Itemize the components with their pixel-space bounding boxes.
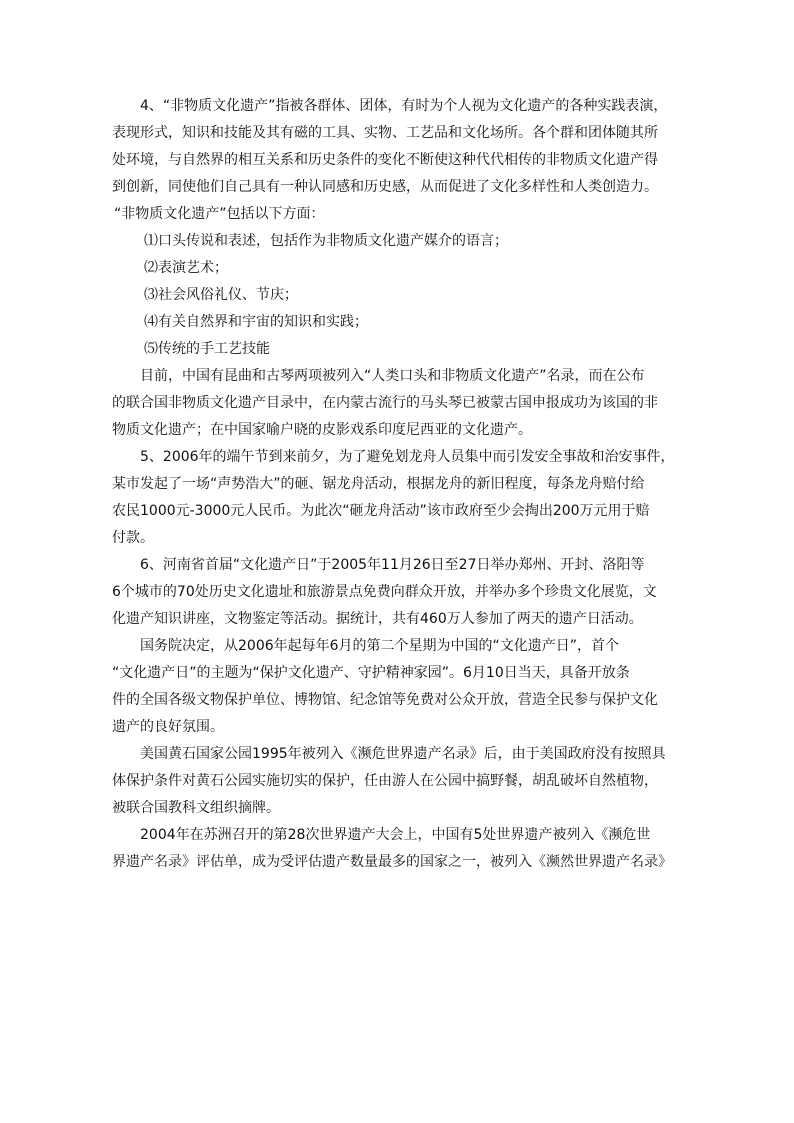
paragraph-line: 付款。 (112, 530, 154, 546)
paragraph-line: 件的全国各级文物保护单位、博物馆、纪念馆等免费对公众开放，营造全民参与保护文化 (112, 692, 658, 708)
paragraph-line: 目前，中国有昆曲和古琴两项被列入“人类口头和非物质文化遗产”名录，而在公布 (140, 368, 645, 384)
paragraph-line: 4、“非物质文化遗产”指被各群体、团体，有时为个人视为文化遗产的各种实践表演， (140, 98, 668, 114)
paragraph-line: 表现形式，知识和技能及其有磁的工具、实物、工艺品和文化场所。各个群和团体随其所 (112, 125, 658, 141)
paragraph-line: “非物质文化遗产”包括以下方面： (114, 206, 325, 222)
list-item: ⑶社会风俗礼仪、节庆； (144, 287, 298, 303)
list-item: ⑴口头传说和表述，包括作为非物质文化遗产媒介的语言； (144, 233, 508, 249)
paragraph-line: 到创新，同使他们自己具有一种认同感和历史感，从而促进了文化多样性和人类创造力。 (112, 179, 658, 195)
paragraph-line: 美国黄石国家公园1995年被列入《濒危世界遗产名录》后，由于美国政府没有按照具 (140, 746, 666, 762)
paragraph-line: 被联合国教科文组织摘牌。 (112, 800, 280, 816)
paragraph-line: 的联合国非物质文化遗产目录中，在内蒙古流行的马头琴已被蒙古国申报成功为该国的非 (112, 395, 658, 411)
paragraph-line: 处环境，与自然界的相互关系和历史条件的变化不断使这种代代相传的非物质文化遗产得 (112, 152, 658, 168)
paragraph-line: 国务院决定，从2006年起每年6月的第二个星期为中国的“文化遗产日”，首个 (140, 638, 620, 654)
paragraph-line: 农民1000元-3000元人民币。为此次“砸龙舟活动”该市政府至少会掏出200万元用于赔 (112, 503, 650, 519)
paragraph-line: 物质文化遗产；在中国家喻户晓的皮影戏系印度尼西亚的文化遗产。 (112, 422, 532, 438)
paragraph-line: 体保护条件对黄石公园实施切实的保护，任由游人在公园中搞野餐，胡乱破坏自然植物， (112, 773, 658, 789)
paragraph-line: 遗产的良好氛围。 (112, 719, 224, 735)
list-item: ⑵表演艺术； (144, 260, 228, 276)
paragraph-line: 2004年在苏洲召开的第28次世界遗产大会上，中国有5处世界遗产被列入《濒危世 (140, 827, 651, 843)
document-body (112, 99, 692, 882)
paragraph-line: “文化遗产日”的主题为“保护文化遗产、守护精神家园”。6月10日当天，具备开放条 (112, 665, 630, 681)
paragraph-line: 界遗产名录》评估单，成为受评估遗产数量最多的国家之一，被列入《濒然世界遗产名录》 (112, 854, 672, 870)
paragraph-line: 化遗产知识讲座，文物鉴定等活动。据统计，共有460万人参加了两天的遗产日活动。 (112, 611, 643, 627)
list-item: ⑷有关自然界和宇宙的知识和实践； (144, 314, 368, 330)
list-item: ⑸传统的手工艺技能 (144, 341, 270, 357)
paragraph-line: 6个城市的70处历史文化遗址和旅游景点免费向群众开放，并举办多个珍贵文化展览，文 (112, 584, 657, 600)
paragraph-line: 5、2006年的端午节到来前夕，为了避免划龙舟人员集中而引发安全事故和治安事件， (140, 449, 675, 465)
paragraph-line: 某市发起了一场“声势浩大”的砸、锯龙舟活动，根据龙舟的新旧程度，每条龙舟赔付给 (112, 476, 645, 492)
paragraph-line: 6、河南省首届“文化遗产日”于2005年11月26日至27日举办郑州、开封、洛阳等 (140, 557, 645, 573)
